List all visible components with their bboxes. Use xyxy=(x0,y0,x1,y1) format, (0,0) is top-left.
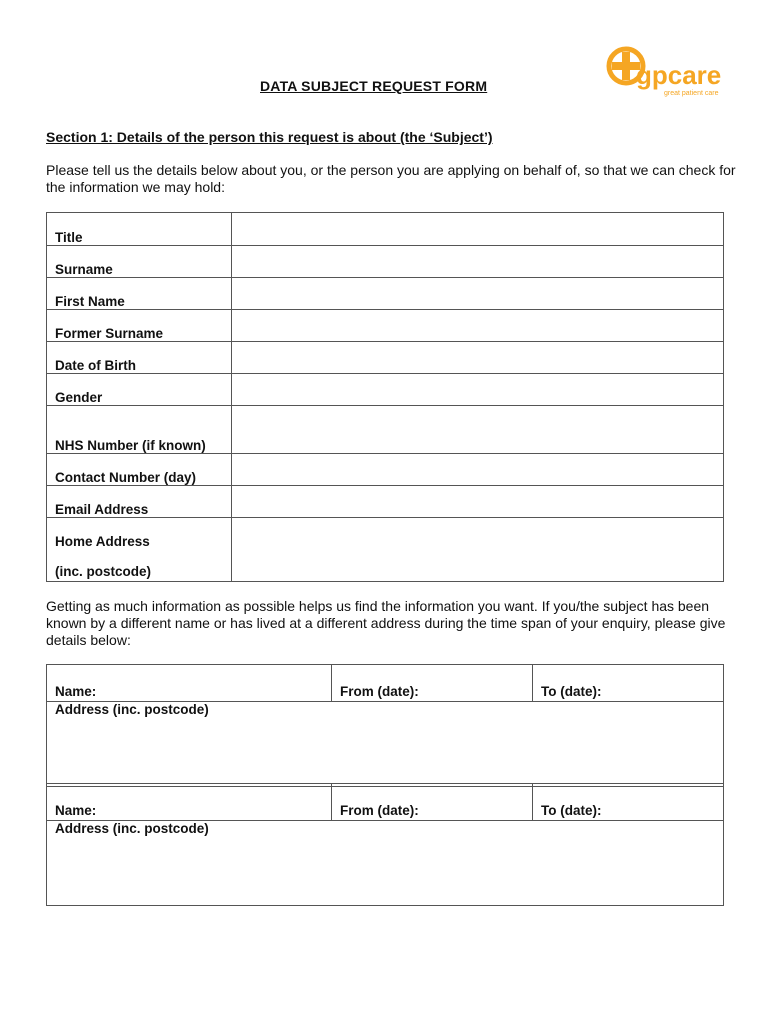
surname-input-cell[interactable] xyxy=(232,246,724,278)
field-row-home-address xyxy=(47,518,724,582)
to-date-cell[interactable]: To (date): xyxy=(533,665,724,702)
address-cell[interactable] xyxy=(47,821,724,906)
gender-input-cell[interactable] xyxy=(232,374,724,406)
field-label: Former Surname xyxy=(47,310,232,342)
field-row-nhs-number xyxy=(47,406,724,454)
date-of-birth-input-cell[interactable] xyxy=(232,342,724,374)
home-address-input-cell[interactable] xyxy=(232,518,724,582)
field-row-first-name xyxy=(47,278,724,310)
field-label: Email Address xyxy=(47,486,232,518)
title-input-cell[interactable] xyxy=(232,213,724,246)
form-title: DATA SUBJECT REQUEST FORM xyxy=(260,78,488,94)
from-date-cell[interactable]: From (date): xyxy=(332,784,533,821)
former-surname-input-cell[interactable] xyxy=(232,310,724,342)
field-row-title xyxy=(47,213,724,246)
field-label: Contact Number (day) xyxy=(47,454,232,486)
field-row-contact-number xyxy=(47,454,724,486)
home-address-label-cell xyxy=(47,518,232,582)
section-1-heading: Section 1: Details of the person this request is about (the ‘Subject’) xyxy=(46,129,493,145)
section-1-intro: Please tell us the details below about you, or the person you are applying on behalf of, so that we can check for the information we may hold: xyxy=(46,162,736,195)
field-label-secondary: (inc. postcode) xyxy=(55,564,152,579)
name-cell[interactable]: Name: xyxy=(47,784,332,821)
address-label: Address (inc. postcode) xyxy=(55,702,209,717)
field-label: Gender xyxy=(47,374,232,406)
aliases-intro: Getting as much information as possible helps us find the information you want. If you/the subject has been known by a different name or has lived at a different address during the time span of your enquiry, please give details below: xyxy=(46,598,726,648)
nhs-number-input-cell[interactable] xyxy=(232,406,724,454)
field-row-date-of-birth xyxy=(47,342,724,374)
field-row-former-surname xyxy=(47,310,724,342)
field-label: NHS Number (if known) xyxy=(47,406,232,454)
field-label: Surname xyxy=(47,246,232,278)
field-row-email-address xyxy=(47,486,724,518)
name-cell[interactable]: Name: xyxy=(47,665,332,702)
alias-entry-1 xyxy=(46,664,724,787)
svg-text:great patient care: great patient care xyxy=(664,90,719,97)
gpcare-logo xyxy=(606,44,726,104)
email-address-input-cell[interactable] xyxy=(232,486,724,518)
alias-entry-2 xyxy=(46,783,724,906)
svg-text:gpcare: gpcare xyxy=(636,60,722,90)
subject-details-table xyxy=(46,212,724,582)
address-label: Address (inc. postcode) xyxy=(55,821,209,836)
field-row-surname xyxy=(47,246,724,278)
field-row-gender xyxy=(47,374,724,406)
field-label: Date of Birth xyxy=(47,342,232,374)
to-date-cell[interactable]: To (date): xyxy=(533,784,724,821)
first-name-input-cell[interactable] xyxy=(232,278,724,310)
address-cell[interactable] xyxy=(47,702,724,787)
from-date-cell[interactable]: From (date): xyxy=(332,665,533,702)
field-label: Home Address xyxy=(55,534,150,549)
field-label: First Name xyxy=(47,278,232,310)
field-label: Title xyxy=(47,213,232,246)
contact-number-input-cell[interactable] xyxy=(232,454,724,486)
